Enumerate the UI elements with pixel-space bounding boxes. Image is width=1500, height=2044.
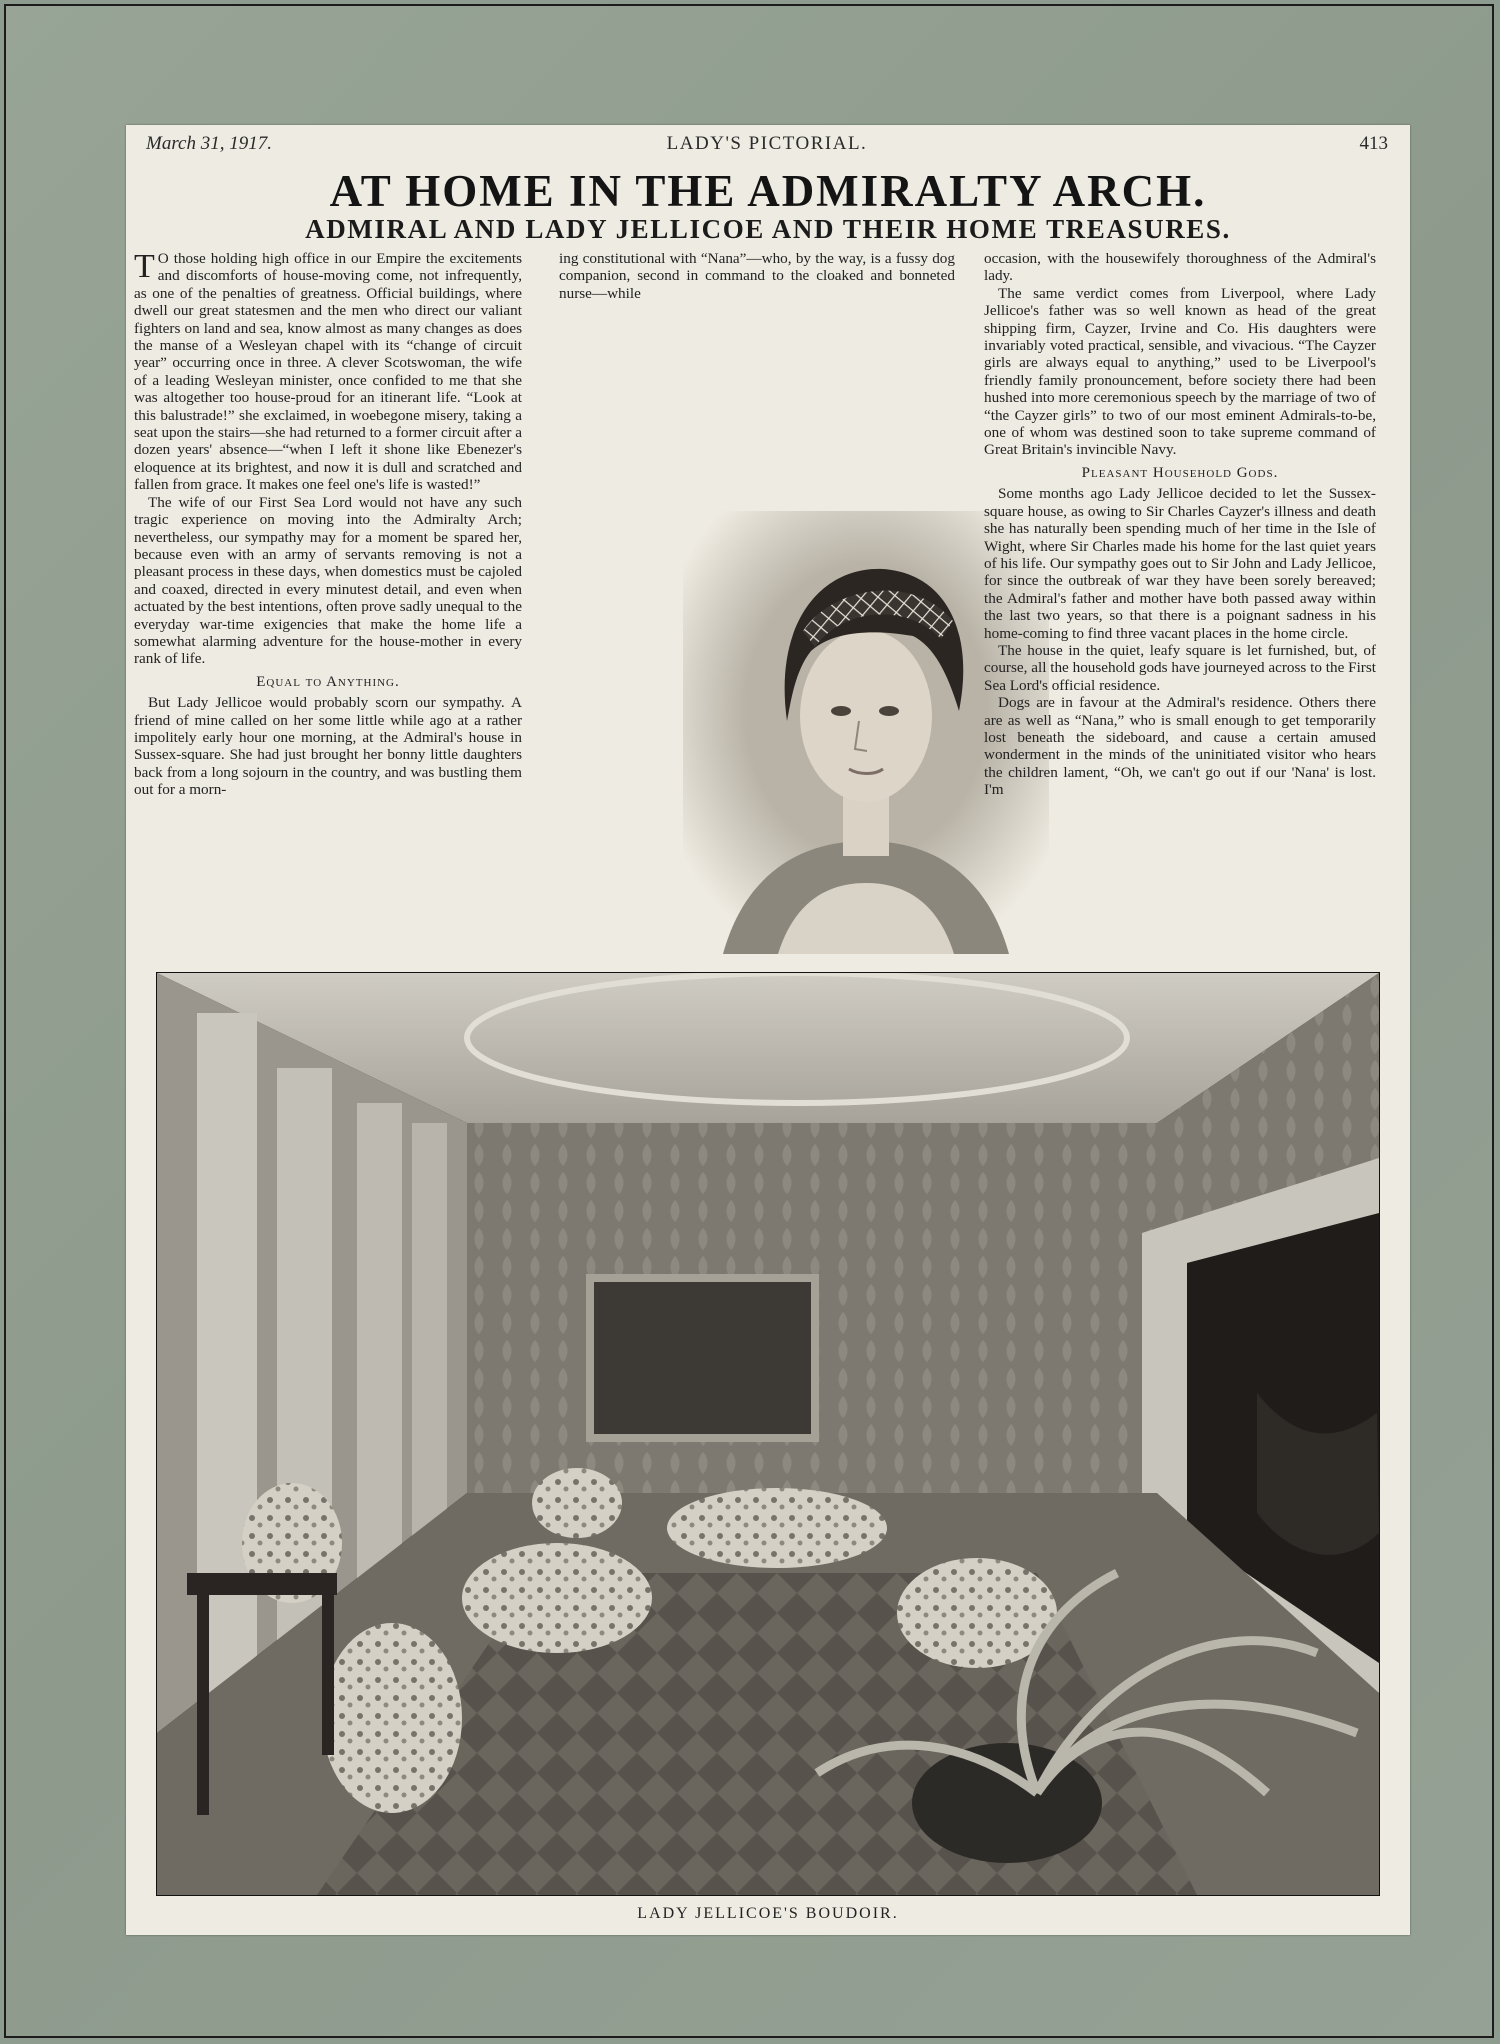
magazine-page (126, 125, 1410, 1935)
article-subheadline: ADMIRAL AND LADY JELLICOE AND THEIR HOME TREASURES. (305, 214, 1231, 244)
boudoir-illustration (157, 973, 1379, 1895)
magazine-title: LADY'S PICTORIAL. (666, 133, 868, 154)
paragraph-text: O those holding high office in our Empire the excitements and discomforts of house-moving come, not infrequently, as one of the penalties of greatness. Official buildings, where dwell our great statesmen and the men who direct our valiant fighters on land and sea, know almost as many changes as does the manse of a Wesleyan chapel with its “change of circuit year” occurring once in three. A clever Scotswoman, the wife of a leading Wesleyan minister, once confided to me that she was altogether too house-proud for an itinerant life. “Look at this balustrade!” she exclaimed, in woebegone misery, taking a seat upon the stairs—she had returned to a former circuit after a dozen years' absence—“when I left it shone like Ebenezer's eloquence at its brightest, and now it is dull and scratched and fallen from grace. It makes one feel one's life is wasted!” (134, 250, 522, 494)
text-column-3 (984, 250, 1376, 1095)
paragraph: occasion, with the housewifely thoroughness of the Admiral's lady. (984, 250, 1376, 285)
running-head (146, 129, 1388, 159)
article-headline: AT HOME IN THE ADMIRALTY ARCH. (329, 166, 1207, 216)
paragraph (134, 250, 522, 494)
paragraph: The wife of our First Sea Lord would not have any such tragic experience on moving into the Admiralty Arch; nevertheless, our sympathy may for a moment be spared her, because even with an army of servants removing is not a pleasant process in these days, when domestics must be cajoled and coaxed, directed in every minutest detail, and even when actuated by the best intentions, often prove sadly unequal to the everyday war-time exigencies that make the home life a somewhat alarming adventure for the house-mother in every rank of life. (134, 493, 522, 668)
text-column-1 (134, 250, 522, 1095)
section-heading: Equal to Anything. (256, 673, 400, 690)
boudoir-photo (156, 972, 1380, 1896)
page-number: 413 (1359, 133, 1388, 154)
column-2-top-text (559, 250, 955, 314)
paragraph: The house in the quiet, leafy square is let furnished, but, of course, all the household gods have journeyed across to the First Sea Lord's official residence. (984, 641, 1376, 694)
paragraph: The same verdict comes from Liverpool, where Lady Jellicoe's father was so well known as head of the great shipping firm, Cayzer, Irvine and Co. His daughters were invariably voted practical, sensible, and vivacious. “The Cayzer girls are always equal to anything,” used to be Liverpool's friendly family pronouncement, before society there had been hushed into more ceremonious speech by the marriage of two of “the Cayzer girls” to two of our most eminent Admirals-to-be, one of whom was destined soon to take supreme command of Great Britain's invincible Navy. (984, 284, 1376, 459)
section-heading: Pleasant Household Gods. (1081, 464, 1279, 481)
paragraph: Dogs are in favour at the Admiral's residence. Others there are as well as “Nana,” who is small enough to get temporarily lost beneath the sideboard, and cause a certain amused wonderment in the minds of the uninitiated visitor who hears the children lament, “Oh, we can't go out if our 'Nana' is lost. I'm (984, 694, 1376, 799)
issue-date: March 31, 1917. (146, 133, 272, 154)
paragraph: Some months ago Lady Jellicoe decided to let the Sussex-square house, as owing to Sir Charles Cayzer's illness and death she has naturally been spending much of her time in the Isle of Wight, where Sir Charles made his home for the last quiet years of his life. Our sympathy goes out to Sir John and Lady Jellicoe, for since the outbreak of war they have been sorely bereaved; the Admiral's father and mother have both passed away within the last two years, so that there is a poignant sadness in his home-coming to find three vacant places in the home circle. (984, 485, 1376, 642)
paragraph: ing constitutional with “Nana”—who, by the way, is a fussy dog companion, second in command to the cloaked and bonneted nurse—while (559, 250, 955, 302)
boudoir-caption: LADY JELLICOE'S BOUDOIR. (637, 1905, 899, 1922)
drop-cap: T (134, 250, 155, 285)
paragraph: But Lady Jellicoe would probably scorn our sympathy. A friend of mine called on her some little while ago at a rather impolitely early hour one morning, at the Admiral's house in Sussex-square. She had just brought her bonny little daughters back from a long sojourn in the country, and was bustling them out for a morn- (134, 694, 522, 799)
